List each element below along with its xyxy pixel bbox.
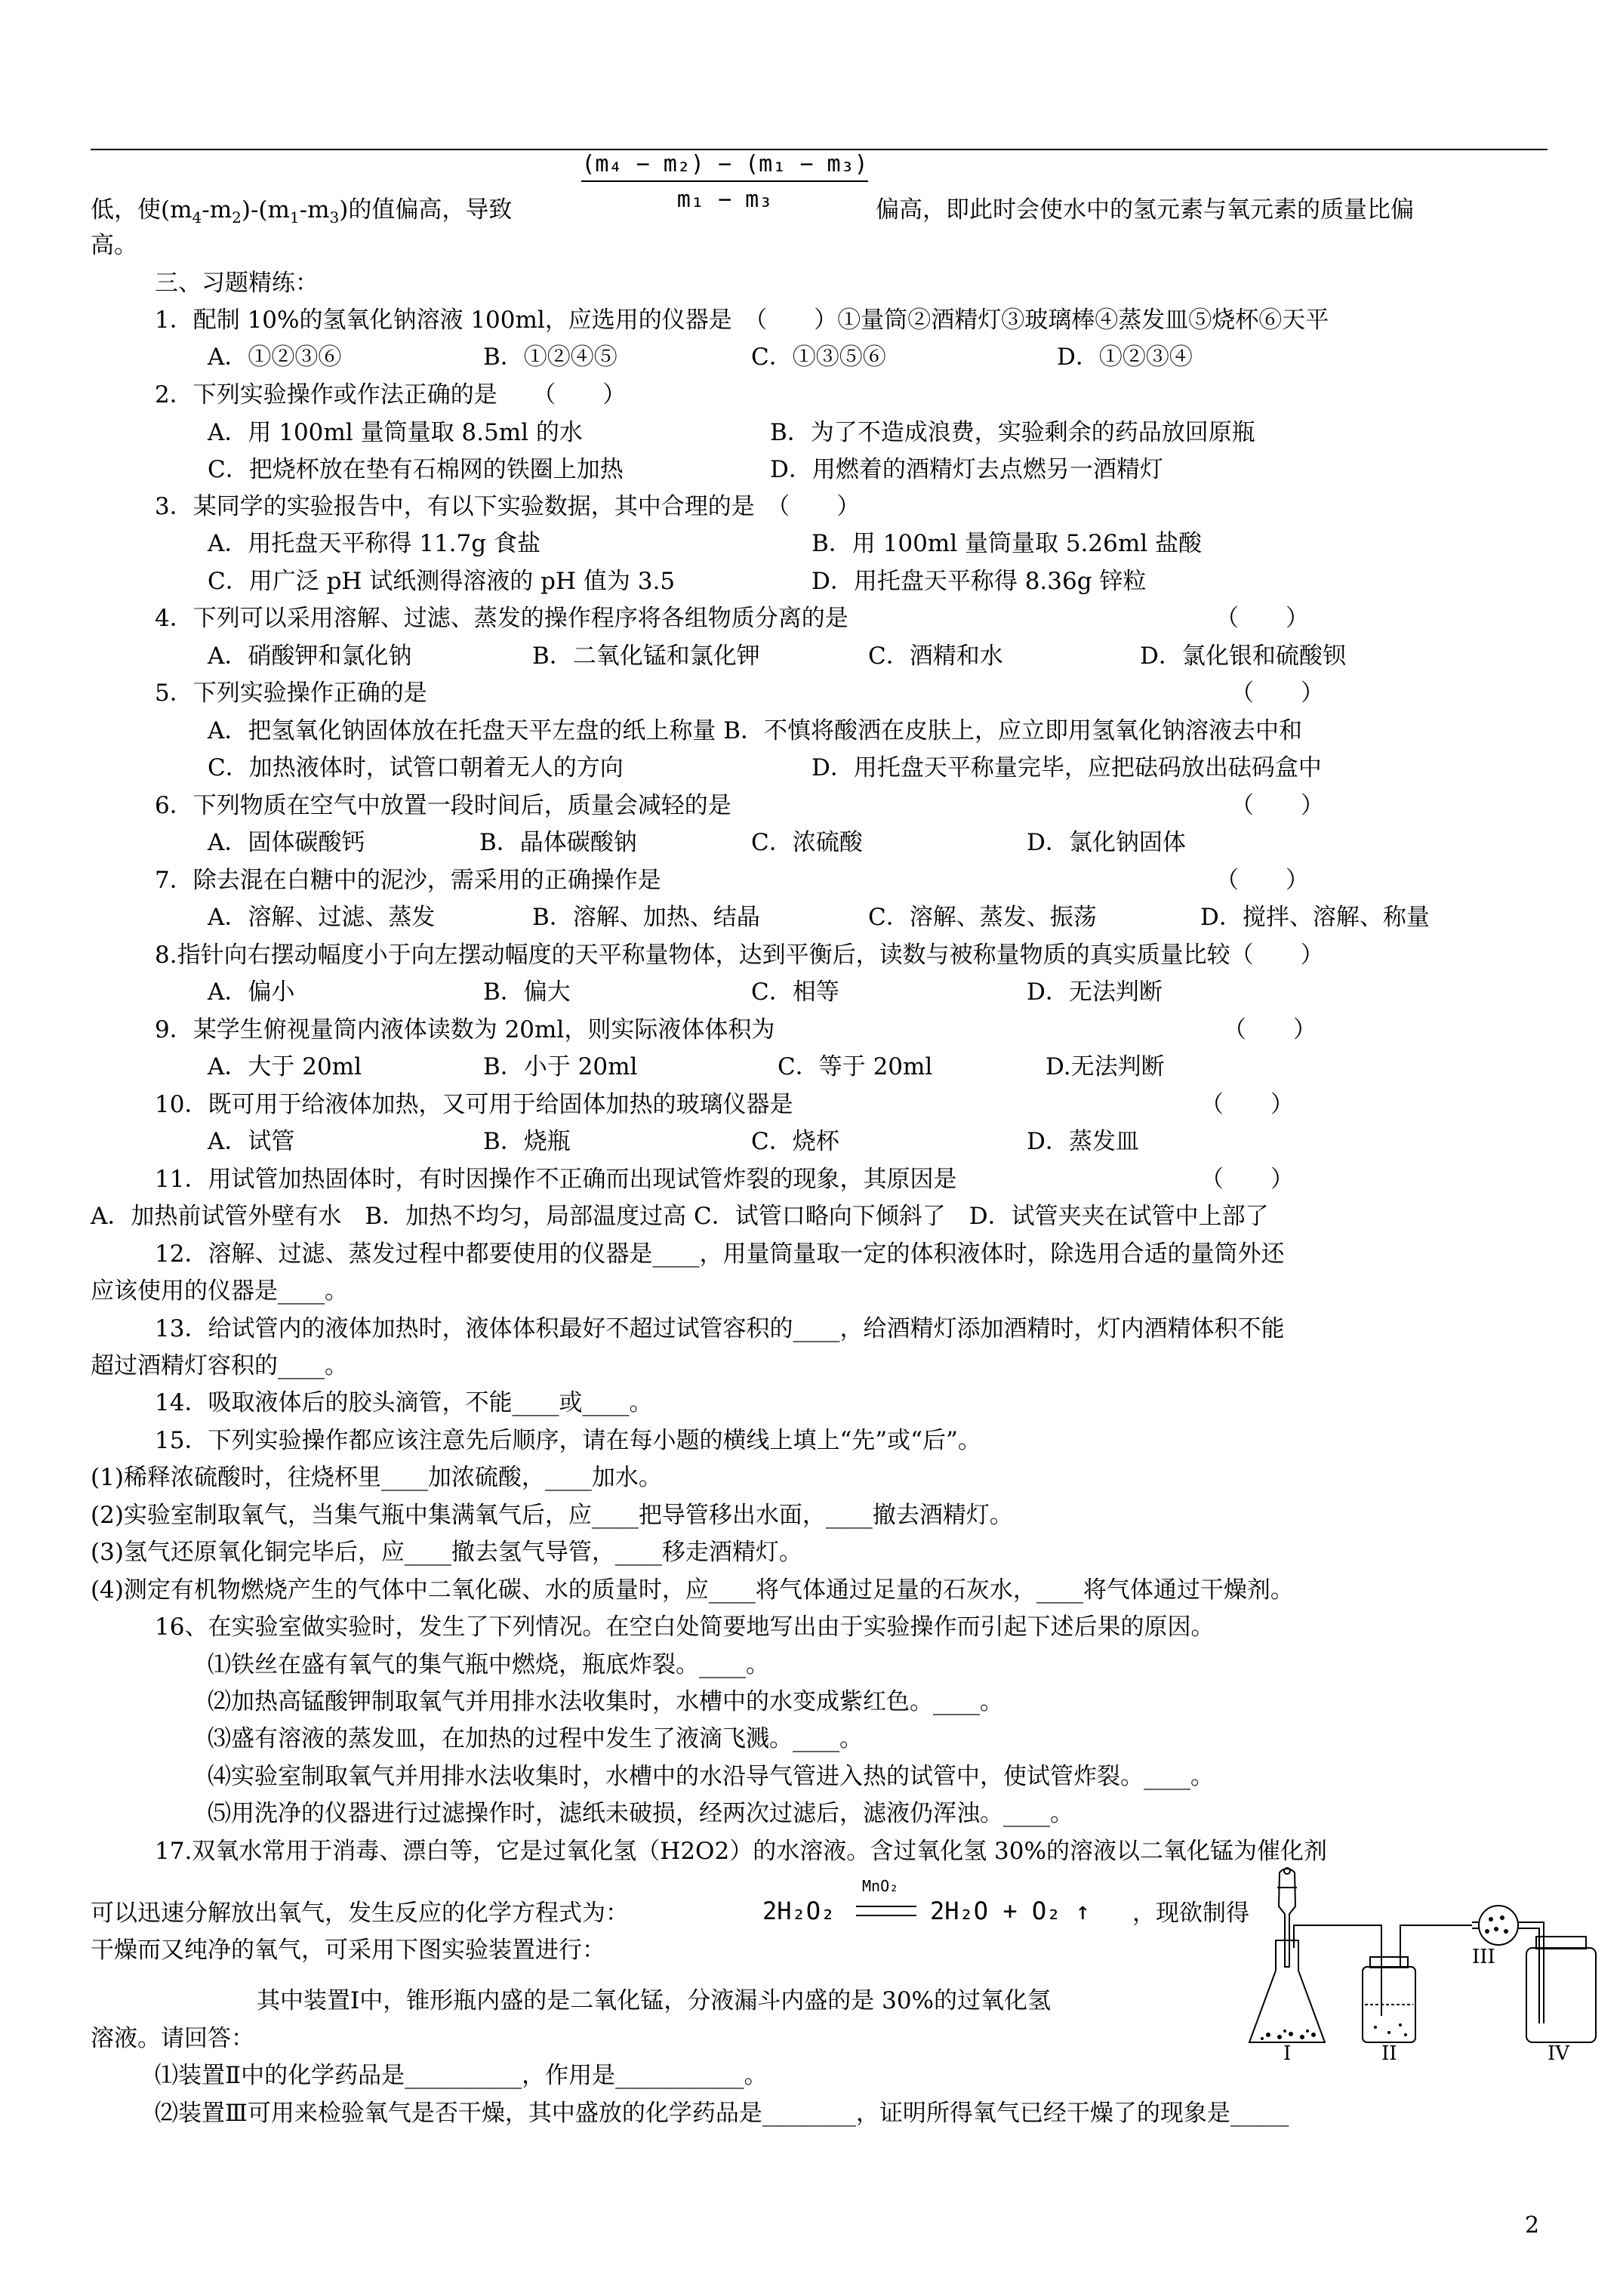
q4-option-c: C．酒精和水 [868,643,1003,670]
q3-option-a: A．用托盘天平称得 11.7g 食盐 [208,530,540,557]
q17-line-2b: ，现欲制得 [1132,1900,1249,1927]
q17-line-5: 溶液。请回答： [91,2025,254,2052]
fraction-formula [581,151,868,213]
apparatus-diagram [1246,1865,1608,2061]
q4-option-a: A．硝酸钾和氯化钠 [208,643,412,670]
q8-option-a: A．偏小 [208,978,295,1006]
q2-option-b: B．为了不造成浪费，实验剩余的药品放回原瓶 [770,419,1255,446]
q14-stem: 14．吸取液体后的胶头滴管，不能____或____。 [155,1389,653,1416]
q8-stem: 8.指针向右摆动幅度小于向左摆动幅度的天平称量物体，达到平衡后，读数与被称量物质的真实质量比较（ ） [155,942,1324,969]
intro-text: -m [202,196,233,223]
intro-sub: 1 [289,208,300,227]
q7-option-a: A．溶解、过滤、蒸发 [208,904,436,931]
q9-option-d: D.无法判断 [1046,1053,1165,1080]
q17-line-2a: 可以迅速分解放出氧气，发生反应的化学方程式为： [91,1900,629,1927]
apparatus-label-3: III [1472,1946,1495,1968]
q17-line-4: 其中装置Ⅰ中，锥形瓶内盛的是二氧化锰，分液漏斗内盛的是 30%的过氧化氢 [257,1987,1051,2014]
q10-stem: 10．既可用于给液体加热，又可用于给固体加热的玻璃仪器是 [155,1091,793,1118]
intro-line-2: 高。 [91,232,137,259]
q7-stem: 7．除去混在白糖中的泥沙，需采用的正确操作是 [155,867,661,894]
equation-arrow [856,1906,916,1916]
q4-stem: 4．下列可以采用溶解、过滤、蒸发的操作程序将各组物质分离的是 [155,605,848,632]
q2-option-c: C．把烧杯放在垫有石棉网的铁圈上加热 [208,456,624,483]
q3-stem: 3．某同学的实验报告中，有以下实验数据，其中合理的是 （ ） [155,493,861,520]
intro-line-1 [91,195,512,233]
q11-stem: 11．用试管加热固体时，有时因操作不正确而出现试管炸裂的现象，其原因是 [155,1166,957,1193]
conical-flask [1249,1940,1325,2042]
delivery-tube [1294,1925,1381,2016]
collection-bottle [1526,1948,1596,2042]
q3-option-b: B．用 100ml 量筒量取 5.26ml 盐酸 [812,530,1203,557]
apparatus-label-1: I [1283,2042,1292,2061]
q2-stem: 2．下列实验操作或作法正确的是 （ ） [155,381,627,408]
q10-option-c: C．烧杯 [751,1128,839,1155]
q16-sub-4: ⑷实验室制取氧气并用排水法收集时，水槽中的水沿导气管进入热的试管中，使试管炸裂。____。 [208,1763,1214,1790]
q9-option-c: C．等于 20ml [778,1053,933,1080]
q15-sub-2: (2)实验室制取氧气，当集气瓶中集满氧气后，应____把导管移出水面，____撤去酒精灯。 [91,1502,1013,1529]
q13-line-1: 13．给试管内的液体加热时，液体体积最好不超过试管容积的____，给酒精灯添加酒精时，灯内酒精体积不能 [155,1315,1285,1342]
intro-text: )的值偏高，导致 [339,196,513,223]
q15-sub-4: (4)测定有机物燃烧产生的气体中二氧化碳、水的质量时，应____将气体通过足量的石灰水，____将气体通过干燥剂。 [91,1576,1294,1604]
apparatus-label-2: II [1381,2042,1397,2061]
q7-paren: （ ） [1215,867,1309,894]
intro-line-1-tail: 偏高，即此时会使水中的氢元素与氧元素的质量比偏 [876,196,1414,223]
q5-stem: 5．下列实验操作正确的是 [155,680,427,707]
q10-option-b: B．烧瓶 [483,1128,571,1155]
fraction-numerator: (m₄ − m₂) − (m₁ − m₃) [581,151,868,182]
q1-stem: 1．配制 10%的氢氧化钠溶液 100ml，应选用的仪器是 （ ）①量筒②酒精灯③玻璃棒④蒸发皿⑤烧杯⑥天平 [155,307,1329,334]
q11-options: A．加热前试管外壁有水 B．加热不均匀，局部温度过高 C．试管口略向下倾斜了 D．试管夹夹在试管中上部了 [91,1203,1269,1230]
q12-line-2: 应该使用的仪器是____。 [91,1277,348,1305]
intro-sub: 2 [232,208,242,227]
q1-option-b: B．①②④⑤ [483,344,617,371]
q10-option-d: D．蒸发皿 [1027,1128,1139,1155]
q13-line-2: 超过酒精灯容积的____。 [91,1352,348,1379]
intro-text: )-(m [241,196,290,223]
q15-stem: 15．下列实验操作都应该注意先后顺序，请在每小题的横线上填上“先”或“后”。 [155,1427,981,1454]
q11-paren: （ ） [1200,1166,1294,1193]
intro-sub: 3 [329,208,340,227]
q2-option-d: D．用燃着的酒精灯去点燃另一酒精灯 [770,456,1163,483]
q7-option-b: B．溶解、加热、结晶 [532,904,760,931]
q16-sub-1: ⑴铁丝在盛有氧气的集气瓶中燃烧，瓶底炸裂。____。 [208,1651,769,1678]
q9-option-b: B．小于 20ml [483,1053,638,1080]
q15-sub-3: (3)氢气还原氧化铜完毕后，应____撤去氢气导管，____移走酒精灯。 [91,1539,802,1566]
q12-line-1: 12．溶解、过滤、蒸发过程中都要使用的仪器是____，用量筒量取一定的体积液体时，除选用合适的量筒外还 [155,1240,1285,1268]
q1-option-d: D．①②③④ [1057,344,1193,371]
q16-sub-5: ⑸用洗净的仪器进行过滤操作时，滤纸未破损，经两次过滤后，滤液仍浑浊。____。 [208,1800,1073,1827]
q9-paren: （ ） [1223,1016,1317,1043]
intro-text: 低，使(m [91,196,192,223]
q6-option-c: C．浓硫酸 [751,829,863,856]
q4-option-b: B．二氧化锰和氯化钾 [532,643,760,670]
q4-option-d: D．氯化银和硫酸钡 [1140,643,1346,670]
drying-bulb [1479,1906,1518,1945]
q6-option-b: B．晶体碳酸钠 [479,829,637,856]
q8-option-c: C．相等 [751,978,839,1006]
intro-sub: 4 [192,208,202,227]
equation-right: 2H₂O + O₂ ↑ [930,1897,1090,1925]
q17-line-3: 干燥而又纯净的氧气，可采用下图实验装置进行： [91,1937,605,1964]
q3-option-c: C．用广泛 pH 试纸测得溶液的 pH 值为 3.5 [208,568,676,595]
q6-stem: 6．下列物质在空气中放置一段时间后，质量会减轻的是 [155,792,731,819]
apparatus-label-4: IV [1548,2042,1570,2061]
q2-option-a: A．用 100ml 量筒量取 8.5ml 的水 [208,419,583,446]
q5-paren: （ ） [1230,680,1324,707]
equation-left: 2H₂O₂ [762,1897,836,1925]
fraction-denominator: m₁ − m₃ [676,186,773,213]
q7-option-c: C．溶解、蒸发、振荡 [868,904,1097,931]
q6-option-a: A．固体碳酸钙 [208,829,365,856]
page-number: 2 [1525,2212,1540,2239]
q10-paren: （ ） [1200,1091,1294,1118]
q16-stem: 16、在实验室做实验时，发生了下列情况。在空白处简要地写出由于实验操作而引起下述后果的原因。 [155,1613,1215,1641]
chemical-equation [762,1877,1147,1933]
q6-paren: （ ） [1230,792,1324,819]
q10-option-a: A．试管 [208,1128,295,1155]
q16-sub-3: ⑶盛有溶液的蒸发皿，在加热的过程中发生了液滴飞溅。____。 [208,1725,863,1752]
header-rule [91,149,1548,150]
q1-option-a: A．①②③⑥ [208,344,342,371]
intro-text: -m [299,196,330,223]
section-title: 三、习题精练： [155,270,319,297]
q17-sub-2: ⑵装置Ⅲ可用来检验氧气是否干燥，其中盛放的化学药品是________，证明所得氧气已经干燥了的现象是_____ [155,2100,1289,2127]
q5-option-d: D．用托盘天平称量完毕，应把砝码放出砝码盒中 [812,754,1322,781]
q17-stem: 17.双氧水常用于消毒、漂白等，它是过氧化氢（H2O2）的水溶液。含过氧化氢 30%的溶液以二氧化锰为催化剂 [155,1838,1327,1865]
equation-catalyst: MnO₂ [862,1877,899,1895]
q4-paren: （ ） [1215,605,1309,632]
q16-sub-2: ⑵加热高锰酸钾制取氧气并用排水法收集时，水槽中的水变成紫红色。____。 [208,1688,1003,1715]
q5-option-c: C．加热液体时，试管口朝着无人的方向 [208,754,624,781]
q1-option-c: C．①③⑤⑥ [751,344,886,371]
q9-option-a: A．大于 20ml [208,1053,362,1080]
dropping-funnel [1279,1869,1295,1967]
q9-stem: 9．某学生俯视量筒内液体读数为 20ml，则实际液体体积为 [155,1016,775,1043]
q6-option-d: D．氯化钠固体 [1027,829,1186,856]
q8-option-d: D．无法判断 [1027,978,1163,1006]
q17-sub-1: ⑴装置Ⅱ中的化学药品是__________，作用是___________。 [155,2062,768,2089]
q8-option-b: B．偏大 [483,978,571,1006]
q5-option-ab: A．把氢氧化钠固体放在托盘天平左盘的纸上称量 B．不慎将酸洒在皮肤上，应立即用氢氧化钠溶液去中和 [208,717,1303,744]
q3-option-d: D．用托盘天平称得 8.36g 锌粒 [812,568,1147,595]
q7-option-d: D．搅拌、溶解、称量 [1200,904,1430,931]
q15-sub-1: (1)稀释浓硫酸时，往烧杯里____加浓硫酸，____加水。 [91,1464,662,1491]
